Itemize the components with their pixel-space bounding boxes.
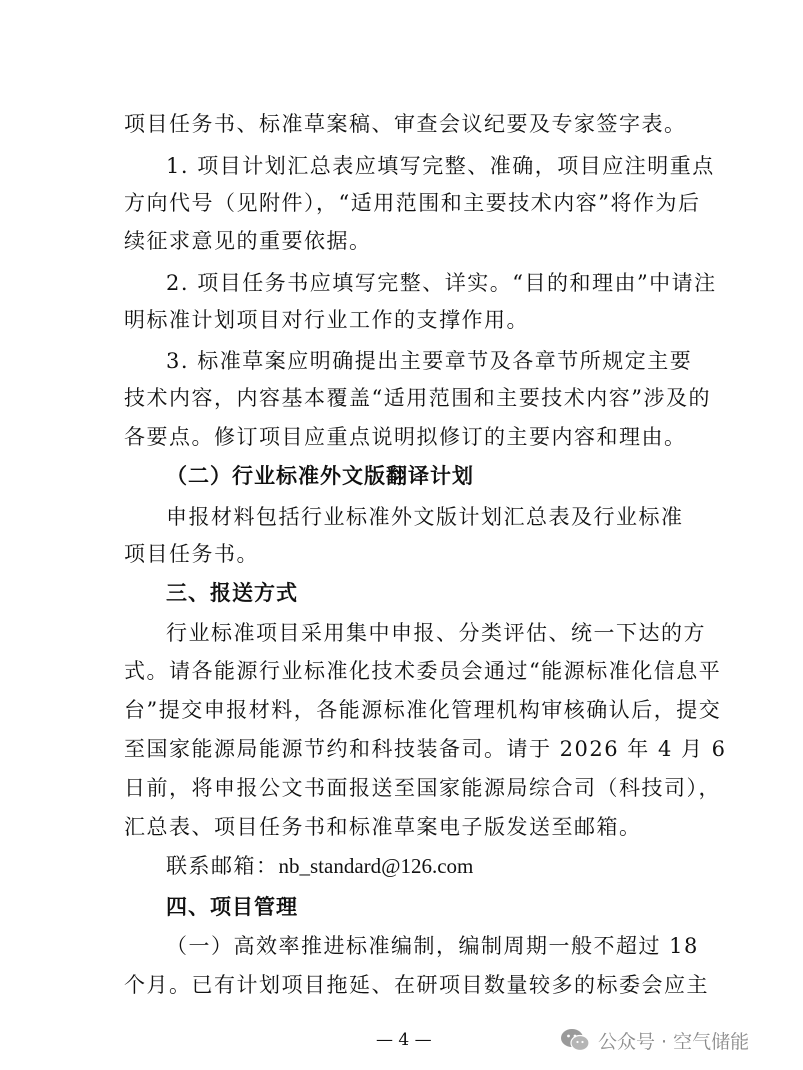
body-line: 台”提交申报材料，各能源标准化管理机构审核确认后，提交: [124, 698, 722, 722]
body-line: 行业标准项目采用集中申报、分类评估、统一下达的方: [166, 621, 706, 645]
page-number: — 4 —: [376, 1030, 432, 1050]
body-line: 申报材料包括行业标准外文版计划汇总表及行业标准: [166, 505, 684, 529]
body-line: 项目任务书、标准草案稿、审查会议纪要及专家签字表。: [124, 112, 687, 136]
contact-email[interactable]: nb_standard@126.com: [278, 854, 474, 878]
section-heading: （二）行业标准外文版翻译计划: [166, 464, 474, 488]
body-line: 3. 标准草案应明确提出主要章节及各章节所规定主要: [166, 349, 693, 373]
watermark-text: 公众号 · 空气储能: [598, 1030, 750, 1053]
section-heading: 四、项目管理: [166, 895, 298, 919]
body-line: 方向代号（见附件），“适用范围和主要技术内容”将作为后: [124, 191, 701, 215]
body-line: （一）高效率推进标准编制，编制周期一般不超过 18: [166, 934, 699, 958]
body-line: 明标准计划项目对行业工作的支撑作用。: [124, 308, 529, 332]
wechat-icon: [560, 1027, 590, 1053]
section-heading: 三、报送方式: [166, 581, 298, 605]
contact-label: 联系邮箱：: [166, 854, 279, 878]
body-line: 2. 项目任务书应填写完整、详实。“目的和理由”中请注: [166, 271, 717, 295]
body-line: 项目任务书。: [124, 542, 259, 566]
contact-line: [166, 851, 680, 881]
watermark: [560, 1024, 749, 1056]
body-line: 续征求意见的重要依据。: [124, 229, 372, 253]
body-line: 汇总表、项目任务书和标准草案电子版发送至邮箱。: [124, 815, 642, 839]
body-line: 个月。已有计划项目拖延、在研项目数量较多的标委会应主: [124, 973, 709, 997]
body-line: 技术内容，内容基本覆盖“适用范围和主要技术内容”涉及的: [124, 386, 711, 410]
body-line: 至国家能源局能源节约和科技装备司。请于 2026 年 4 月 6: [124, 737, 727, 761]
body-line: 日前，将申报公文书面报送至国家能源局综合司（科技司），: [124, 776, 721, 800]
body-line: 式。请各能源行业标准化技术委员会通过“能源标准化信息平: [124, 659, 722, 683]
body-line: 各要点。修订项目应重点说明拟修订的主要内容和理由。: [124, 425, 687, 449]
body-line: 1. 项目计划汇总表应填写完整、准确，项目应注明重点: [166, 154, 715, 178]
